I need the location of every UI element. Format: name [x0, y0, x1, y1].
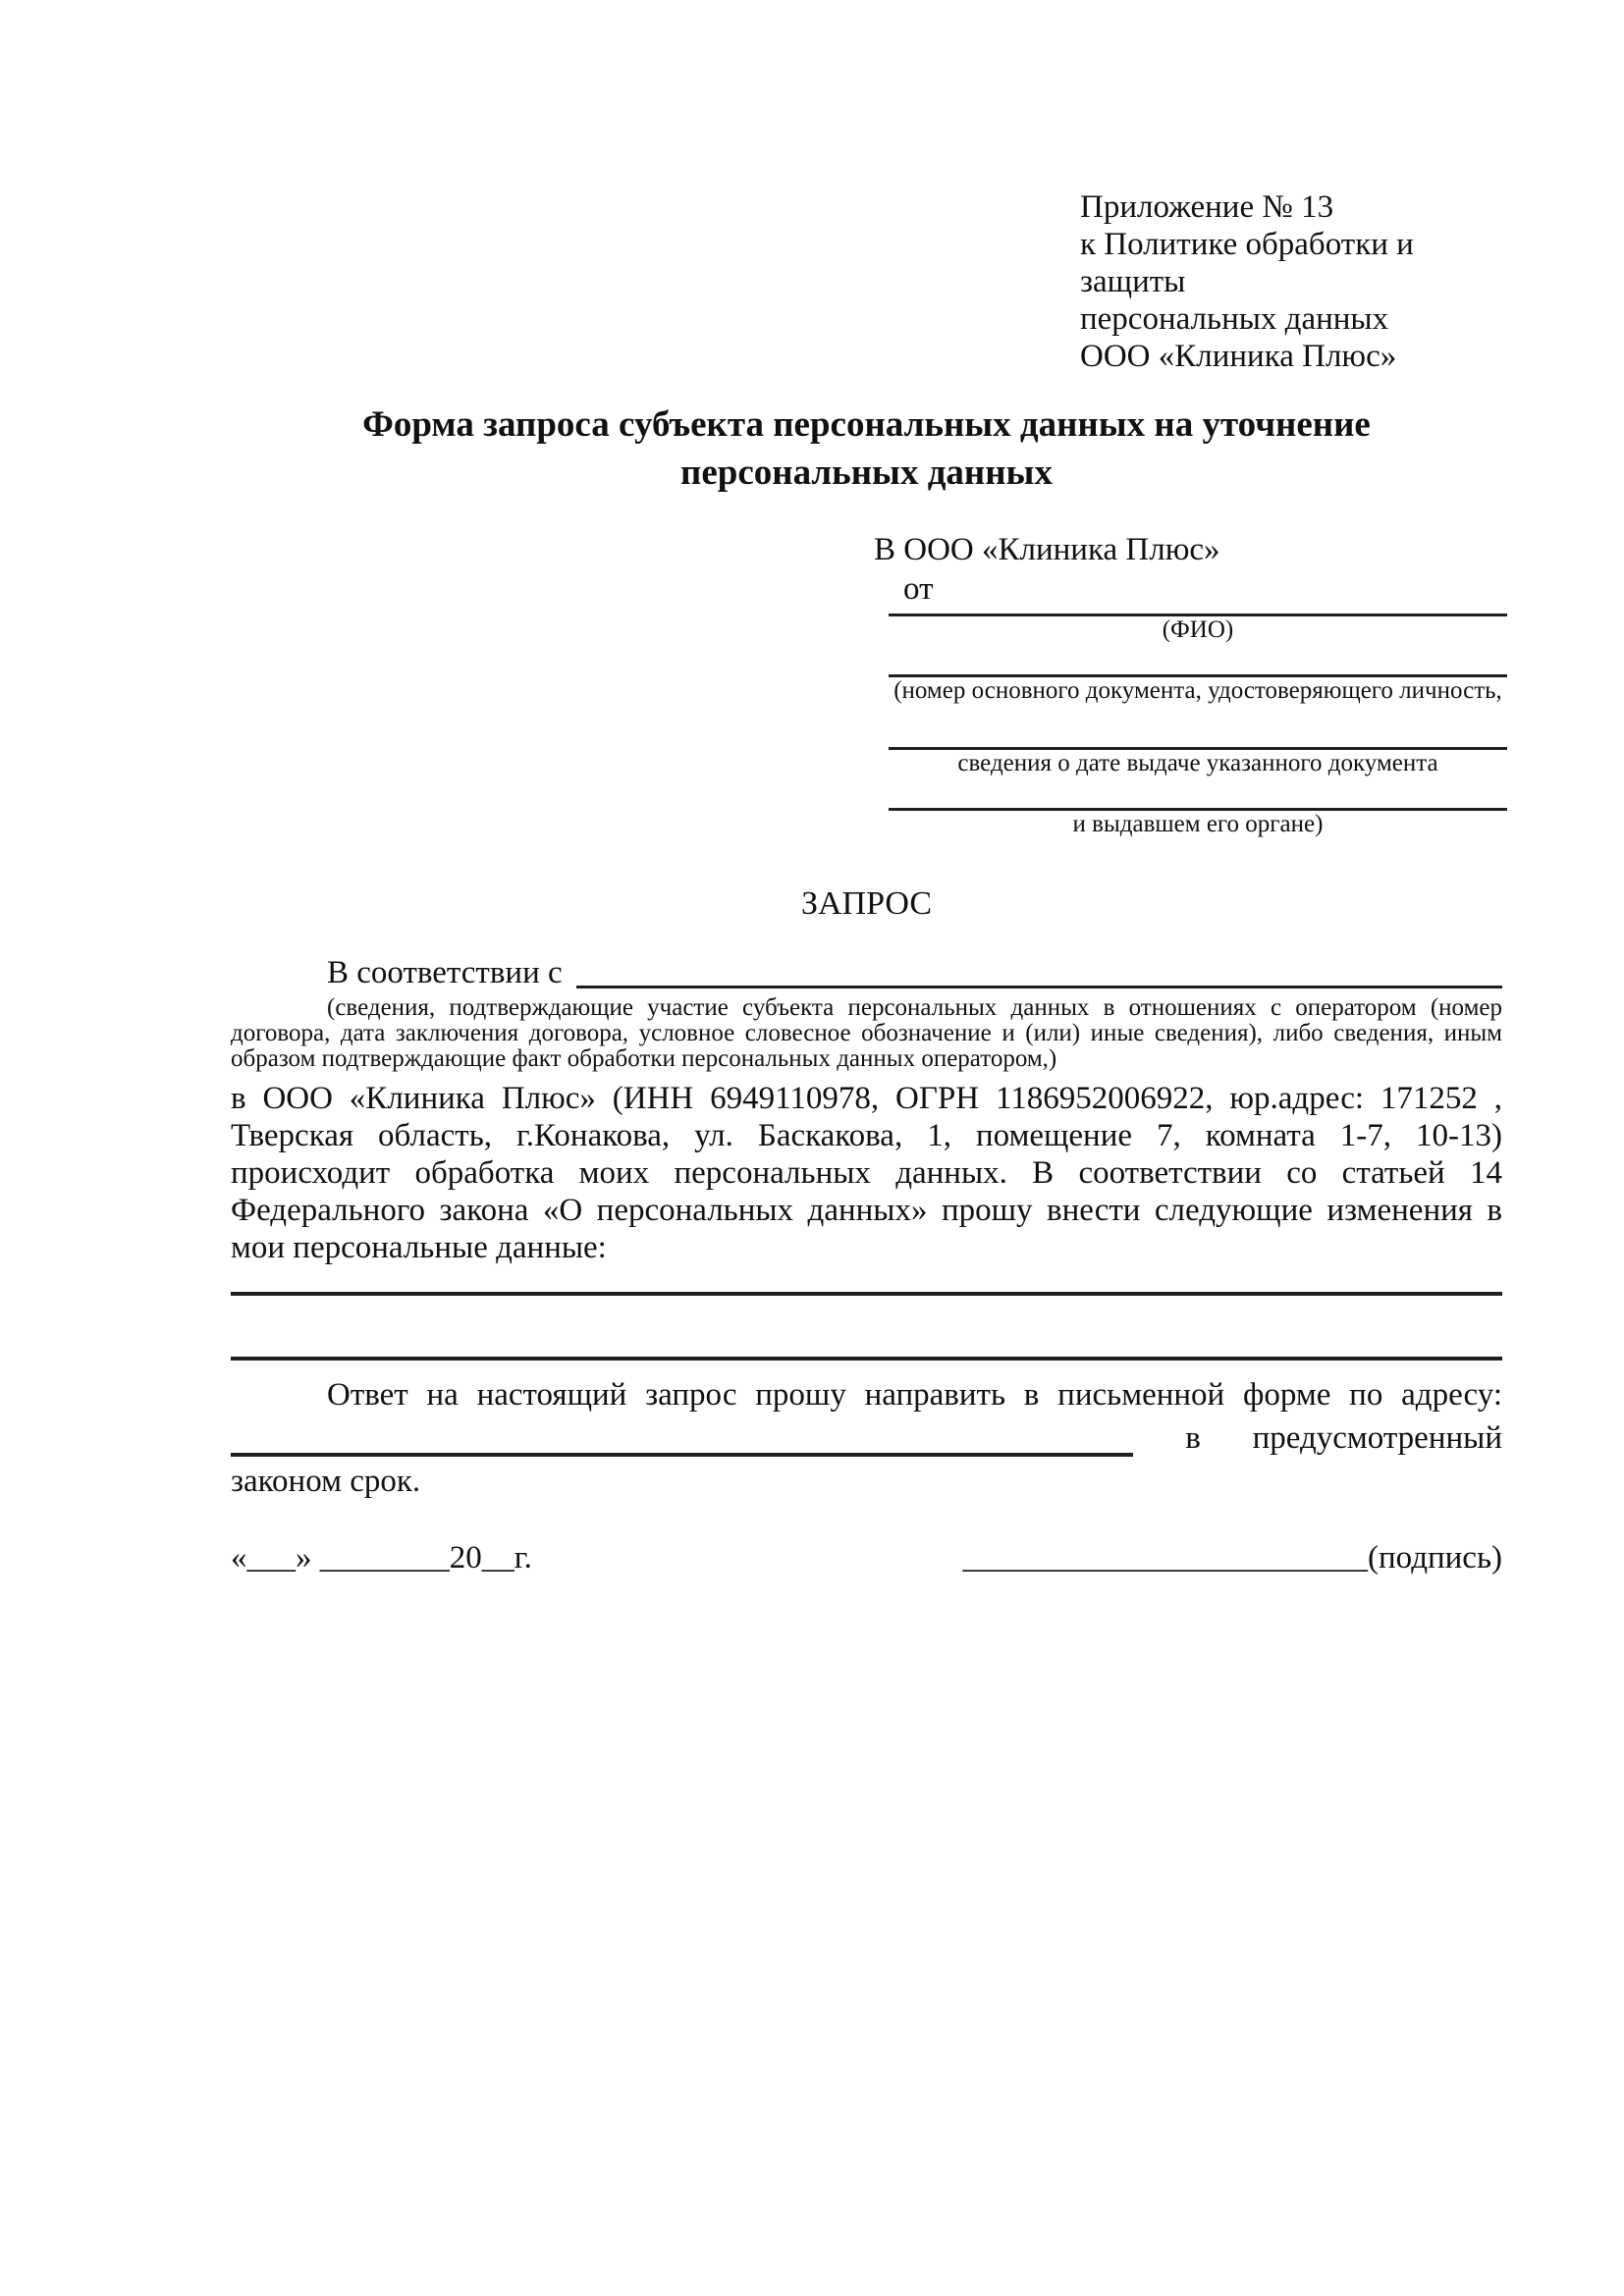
basis-prefix-label: В соответствии с	[327, 955, 563, 990]
form-title: Форма запроса субъекта персональных данных на уточнение персональных данных	[362, 404, 1371, 493]
issuing-authority-caption: и выдавшем его органе)	[1072, 811, 1324, 837]
date-input-line[interactable]: «___» ________20__г.	[231, 1540, 532, 1575]
fio-field	[889, 609, 1507, 644]
appendix-header	[1080, 188, 1512, 375]
answer-tail: законом срок.	[231, 1464, 421, 1499]
answer-address-row	[231, 1414, 1502, 1457]
addressee-block	[874, 530, 1507, 838]
document-number-field	[889, 644, 1507, 705]
issuing-authority-input-line[interactable]	[889, 777, 1507, 811]
issue-date-caption: сведения о дате выдаче указанного документа	[957, 750, 1438, 776]
answer-intro: Ответ на настоящий запрос прошу направить в письменной форме по адресу:	[327, 1377, 1502, 1413]
issue-date-input-line[interactable]	[889, 705, 1507, 750]
addressee-organization: В ООО «Клиника Плюс»	[874, 532, 1220, 567]
from-label: от	[903, 571, 934, 607]
signature-group	[963, 1539, 1503, 1576]
request-heading: ЗАПРОС	[800, 885, 933, 922]
issue-date-field	[889, 705, 1507, 777]
fio-input-line[interactable]	[889, 609, 1507, 616]
answer-paragraph	[231, 1376, 1502, 1500]
fio-caption: (ФИО)	[1162, 616, 1234, 643]
answer-word-in: в	[1185, 1420, 1201, 1456]
request-body-paragraph: в ООО «Клиника Плюс» (ИНН 6949110978, ОГРН 1186952006922, юр.адрес: 171252 , Тверская область, г.Конакова, ул. Баскакова, 1, помещение 7, комната 1-7, 10-13) происходит обработка моих персональных данных. В соответствии со статьей 14 Федерального закона «О персональных данных» прошу внести следующие изменения в мои персональные данные:	[231, 1081, 1502, 1265]
basis-row	[231, 952, 1502, 991]
appendix-organization: ООО «Клиника Плюс»	[1080, 339, 1397, 374]
address-input-line[interactable]	[231, 1427, 1133, 1457]
document-number-input-line[interactable]	[889, 644, 1507, 677]
answer-word-stipulated: предусмотренный	[1252, 1420, 1502, 1456]
basis-footnote: (сведения, подтверждающие участие субъекта персональных данных в отношениях с оператором (номер договора, дата заключения договора, условное словесное обозначение и (или) иные сведения), либо сведения, иным образом подтверждающие факт обработки персональных данных оператором,)	[231, 994, 1502, 1072]
issuing-authority-field	[889, 777, 1507, 838]
signature-input-line[interactable]: _________________________	[962, 1540, 1368, 1575]
appendix-policy-line-2: персональных данных	[1080, 301, 1389, 337]
signature-caption: (подпись)	[1368, 1540, 1502, 1575]
appendix-policy-line: к Политике обработки и защиты	[1080, 227, 1414, 299]
changes-input-line-2[interactable]	[231, 1296, 1502, 1361]
basis-input-line[interactable]	[576, 959, 1502, 988]
changes-input-line-1[interactable]	[231, 1278, 1502, 1296]
document-number-caption: (номер основного документа, удостоверяющего личность,	[893, 677, 1502, 704]
appendix-number: Приложение № 13	[1080, 189, 1334, 225]
sign-row	[231, 1539, 1502, 1576]
